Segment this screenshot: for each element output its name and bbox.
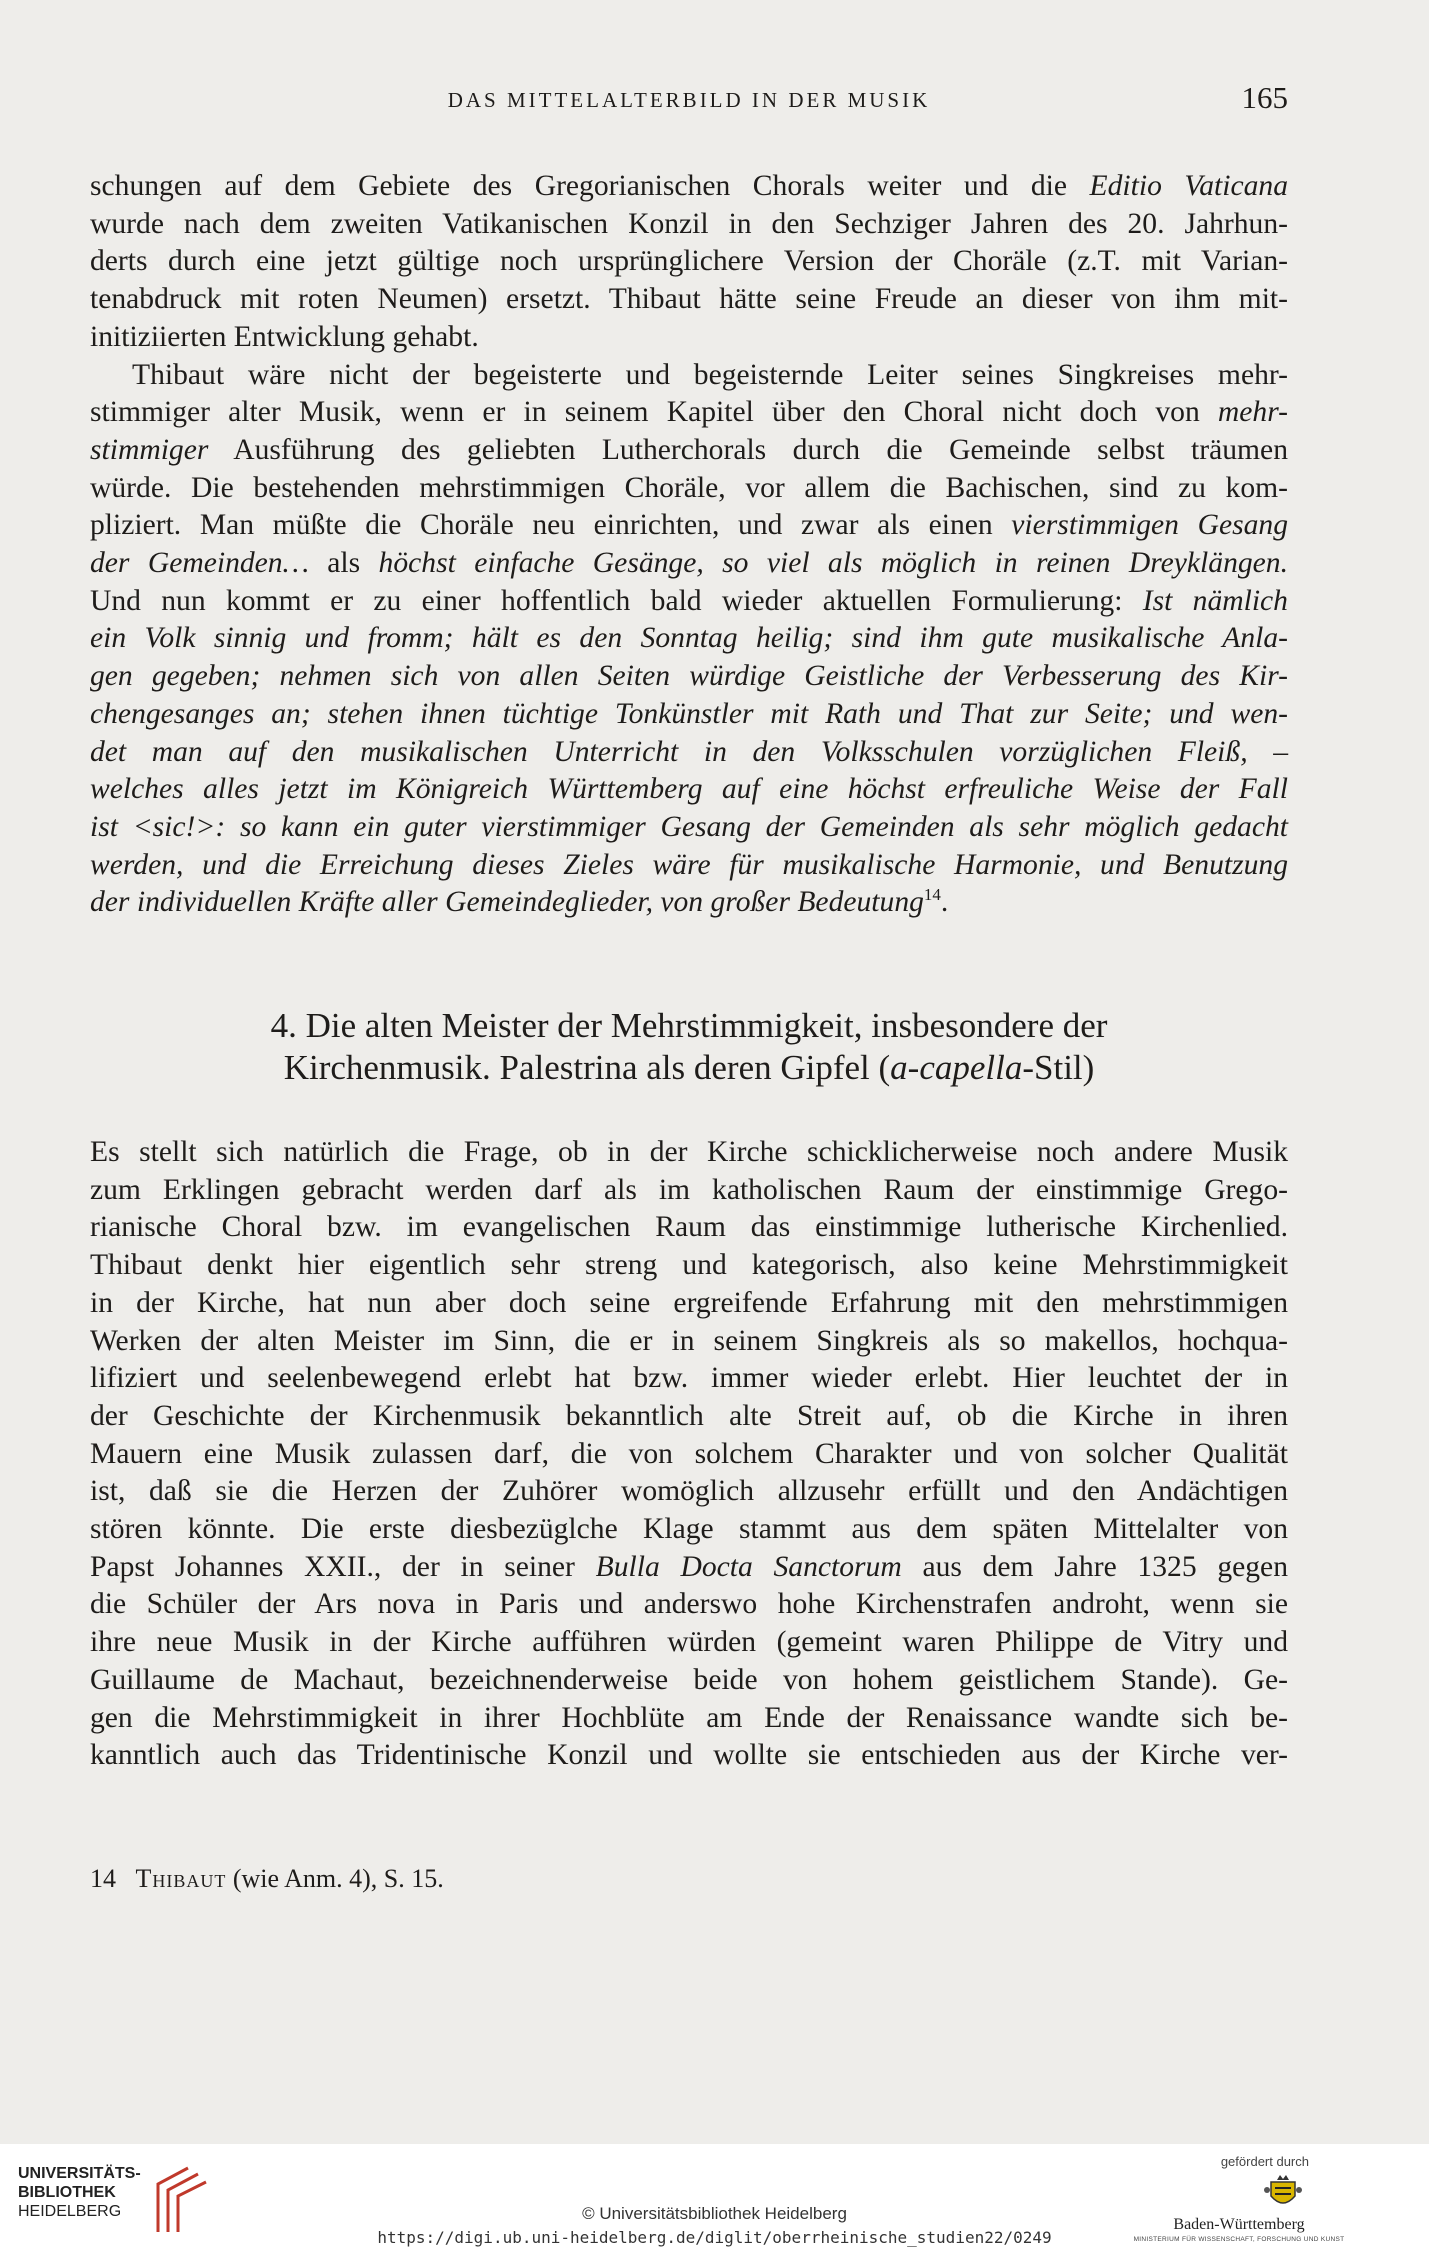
text-line xyxy=(90,1549,1288,1587)
italic-run: ein Volk sinnig und fromm; hält es den Sonntag heilig; sind ihm gute musikalische Anla- xyxy=(90,622,1288,655)
italic-run: chengesanges an; stehen ihnen tüchtige Tonkünstler mit Rath und That zur Seite; und wen- xyxy=(90,697,1288,730)
text-line: Werken der alten Meister im Sinn, die er in seinem Singkreis als so makellos, hochqua- xyxy=(90,1324,1288,1357)
paragraph-1 xyxy=(90,168,1288,357)
italic-run: vierstimmigen Gesang xyxy=(1011,509,1288,542)
italic-run: stimmiger xyxy=(90,433,209,466)
paragraph-2 xyxy=(90,357,1288,923)
italic-run: mehr- xyxy=(1217,396,1288,429)
text-run: . xyxy=(940,886,949,919)
text-run: Papst Johannes XXII., der in seiner xyxy=(90,1550,596,1583)
paragraph-3 xyxy=(90,1134,1288,1775)
text-line: ist, daß sie die Herzen der Zuhörer womöglich allzusehr erfüllt und den Andächtigen xyxy=(90,1475,1288,1508)
text-line xyxy=(90,696,1288,734)
text-run: Und nun kommt er zu einer hoffentlich bald wieder aktuellen Formulierung: xyxy=(90,584,1143,617)
text-run: als xyxy=(308,547,379,580)
footnote-14 xyxy=(90,1864,1288,1894)
text-line xyxy=(90,884,1288,922)
text-line xyxy=(90,809,1288,847)
italic-run: Editio Vaticana xyxy=(1089,170,1288,202)
permalink-url[interactable]: https://digi.ub.uni-heidelberg.de/diglit/oberrheinische_studien22/0249 xyxy=(377,2228,1052,2247)
text-line: würde. Die bestehenden mehrstimmigen Choräle, vor allem die Bachischen, sind zu kom- xyxy=(90,471,1288,504)
text-line xyxy=(90,168,1288,206)
italic-run: höchst einfache Gesänge, so viel als möglich in reinen Dreyklängen. xyxy=(378,547,1288,580)
text-run: stimmiger alter Musik, wenn er in seinem Kapitel über den Choral nicht doch von xyxy=(90,396,1218,429)
text-line: rianische Choral bzw. im evangelischen Raum das einstimmige lutherische Kirchenlied. xyxy=(90,1211,1288,1244)
text-line xyxy=(90,432,1288,470)
running-head: DAS MITTELALTERBILD IN DER MUSIK xyxy=(447,88,931,112)
text-line xyxy=(90,658,1288,696)
text-line xyxy=(90,545,1288,583)
text-run: Kirchenmusik. Palestrina als deren Gipfel ( xyxy=(283,1048,891,1087)
text-line xyxy=(90,394,1288,432)
italic-run: gen gegeben; nehmen sich von allen Seiten würdige Geistliche der Verbesserung des Kir- xyxy=(90,660,1288,693)
text-line: lifiziert und seelenbewegend erlebt hat bzw. immer wieder erlebt. Hier leuchtet der in xyxy=(90,1362,1288,1395)
italic-run: ist <sic!>: so kann ein guter vierstimmiger Gesang der Gemeinden als sehr möglich gedacht xyxy=(90,810,1288,843)
page-number: 165 xyxy=(1241,80,1288,115)
text-line: Es stellt sich natürlich die Frage, ob in der Kirche schicklicherweise noch andere Musik xyxy=(90,1136,1288,1168)
text-line: kanntlich auch das Tridentinische Konzil und wollte sie entschieden aus der Kirche ver- xyxy=(90,1739,1288,1772)
text-run: aus dem Jahre 1325 gegen xyxy=(901,1550,1288,1583)
italic-run: der individuellen Kräfte aller Gemeindeglieder, von großer Bedeutung xyxy=(90,886,924,919)
text-line xyxy=(90,734,1288,772)
italic-run: Bulla Docta Sanctorum xyxy=(595,1550,902,1583)
section-heading xyxy=(90,1005,1288,1089)
text-line xyxy=(90,583,1288,621)
text-run: schungen auf dem Gebiete des Gregorianischen Chorals weiter und die xyxy=(90,170,1090,202)
text-line: Guillaume de Machaut, bezeichnenderweise beide von hohem geistlichem Stande). Ge- xyxy=(90,1663,1288,1696)
text-line: Thibaut wäre nicht der begeisterte und begeisternde Leiter seines Singkreises mehr- xyxy=(132,358,1288,391)
italic-run: det man auf den musikalischen Unterricht in den Volksschulen vorzüglichen Fleiß, – xyxy=(90,735,1288,768)
italic-run: Ist nämlich xyxy=(1142,584,1288,617)
funded-by-label: gefördert durch xyxy=(1220,2154,1309,2169)
text-line: wurde nach dem zweiten Vatikanischen Konzil in den Sechziger Jahren des 20. Jahrhun- xyxy=(90,207,1288,240)
text-line: stören könnte. Die erste diesbezüglche Klage stammt aus dem späten Mittelalter von xyxy=(90,1513,1288,1546)
italic-run: a-capella xyxy=(890,1048,1023,1087)
library-name-line: HEIDELBERG xyxy=(18,2203,122,2220)
footnote-ref[interactable]: 14 xyxy=(923,885,941,905)
text-line: ihre neue Musik in der Kirche aufführen würden (gemeint waren Philippe de Vitry und xyxy=(90,1626,1288,1659)
ministry-name: MINISTERIUM FÜR WISSENSCHAFT, FORSCHUNG UND KUNST xyxy=(1133,2236,1345,2243)
text-run: Ausführung des geliebten Lutherchorals durch die Gemeinde selbst träumen xyxy=(208,433,1288,466)
text-line: die Schüler der Ars nova in Paris und anderswo hohe Kirchenstrafen androht, wenn sie xyxy=(90,1588,1288,1621)
library-name-line: BIBLIOTHEK xyxy=(18,2184,116,2201)
text-line xyxy=(90,620,1288,658)
text-line: in der Kirche, hat nun aber doch seine ergreifende Erfahrung mit den mehrstimmigen xyxy=(90,1286,1288,1319)
state-name[interactable]: Baden-Württemberg xyxy=(1173,2216,1305,2233)
text-line xyxy=(90,771,1288,809)
library-name-line: UNIVERSITÄTS- xyxy=(18,2165,141,2182)
text-line: zum Erklingen gebracht werden darf als im katholischen Raum der einstimmige Grego- xyxy=(90,1173,1288,1206)
text-line: initiziierten Entwicklung gehabt. xyxy=(90,320,479,353)
italic-run: der Gemeinden… xyxy=(90,547,309,580)
text-line: gen die Mehrstimmigkeit in ihrer Hochblüte am Ende der Renaissance wandte sich be- xyxy=(90,1701,1288,1734)
text-line: der Geschichte der Kirchenmusik bekanntlich alte Streit auf, ob die Kirche in ihren xyxy=(90,1399,1288,1432)
copyright-notice: © Universitätsbibliothek Heidelberg xyxy=(582,2204,847,2223)
footnote-number: 14 xyxy=(90,1864,116,1893)
heading-line xyxy=(90,1047,1288,1089)
heading-line: 4. Die alten Meister der Mehrstimmigkeit, insbesondere der xyxy=(270,1006,1108,1045)
state-crest-icon xyxy=(1263,2174,1303,2212)
footer-bar xyxy=(0,2144,1429,2252)
text-line: Thibaut denkt hier eigentlich sehr streng und kategorisch, also keine Mehrstimmigkeit xyxy=(90,1249,1288,1282)
italic-run: welches alles jetzt im Königreich Württemberg auf eine höchst erfreuliche Weise der Fall xyxy=(90,773,1288,806)
footnote-author: Thibaut xyxy=(135,1864,227,1893)
italic-run: werden, und die Erreichung dieses Zieles wäre für musikalische Harmonie, und Benutzung xyxy=(90,848,1288,881)
text-run: -Stil) xyxy=(1022,1048,1095,1087)
footnote-text: (wie Anm. 4), S. 15. xyxy=(226,1864,444,1893)
text-run: pliziert. Man müßte die Choräle neu einrichten, und zwar als einen xyxy=(90,509,1012,542)
text-line: tenabdruck mit roten Neumen) ersetzt. Thibaut hätte seine Freude an dieser von ihm mit- xyxy=(90,283,1288,316)
text-line xyxy=(90,507,1288,545)
text-line xyxy=(90,847,1288,885)
text-line: derts durch eine jetzt gültige noch ursprünglichere Version der Choräle (z.T. mit Varian- xyxy=(90,245,1288,278)
text-line: Mauern eine Musik zulassen darf, die von solchem Charakter und von solcher Qualität xyxy=(90,1437,1288,1470)
